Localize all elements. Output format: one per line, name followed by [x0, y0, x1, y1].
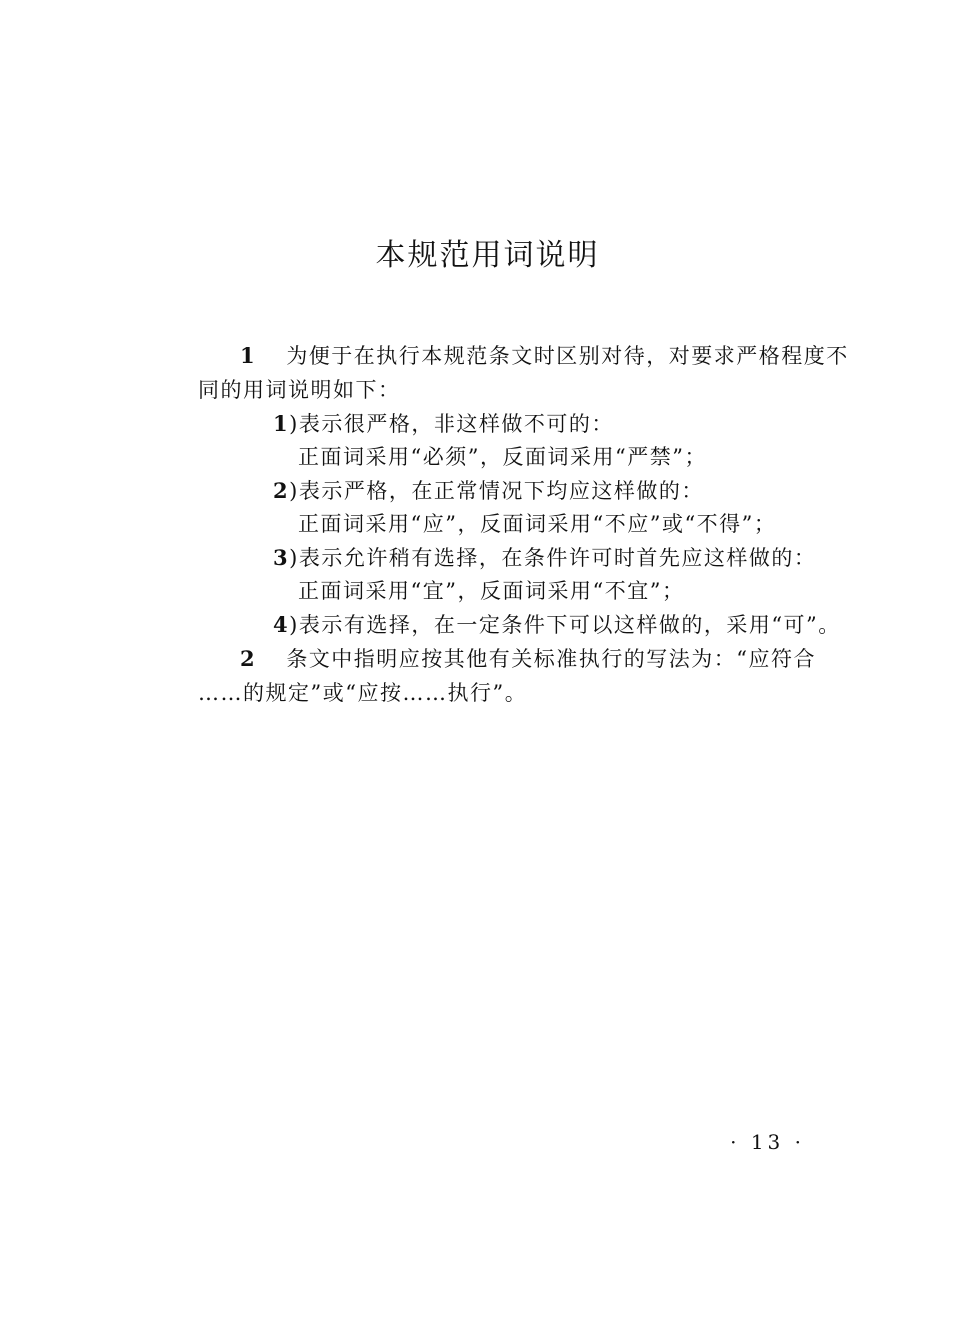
- clause-text: 为便于在执行本规范条文时区别对待，对要求严格程度不: [286, 344, 849, 368]
- item-3-detail: [298, 575, 684, 605]
- clause-2-line-2: [198, 677, 527, 707]
- item-number: 4: [273, 612, 290, 637]
- item-text: )表示严格，在正常情况下均应这样做的：: [289, 479, 704, 503]
- clause-number: 1: [240, 343, 257, 368]
- item-2: [273, 475, 704, 505]
- item-number: 1: [273, 411, 290, 436]
- clause-text: ……的规定”或“应按……执行”。: [198, 681, 528, 705]
- clause-text: 同的用词说明如下：: [198, 378, 401, 402]
- item-text: )表示允许稍有选择，在条件许可时首先应这样做的：: [289, 546, 817, 570]
- page-title: 本规范用词说明: [375, 238, 600, 273]
- clause-1-line-1: [240, 340, 849, 370]
- item-4: [273, 609, 841, 639]
- item-2-detail: [298, 508, 776, 538]
- item-number: 2: [273, 478, 290, 503]
- clause-number: 2: [240, 646, 257, 671]
- item-detail-text: 正面词采用“应”，反面词采用“不应”或“不得”；: [298, 512, 777, 536]
- item-1: [273, 408, 614, 438]
- clause-text: 条文中指明应按其他有关标准执行的写法为：“应符合: [286, 647, 817, 671]
- item-number: 3: [273, 545, 290, 570]
- page-number: · 13 ·: [730, 1130, 805, 1154]
- item-text: )表示有选择，在一定条件下可以这样做的，采用“可”。: [289, 613, 841, 637]
- item-text: )表示很严格，非这样做不可的：: [289, 412, 614, 436]
- item-1-detail: [298, 441, 707, 471]
- item-detail-text: 正面词采用“宜”，反面词采用“不宜”；: [298, 579, 685, 603]
- clause-1-line-2: [198, 374, 401, 404]
- item-3: [273, 542, 816, 572]
- clause-2-line-1: [240, 643, 816, 673]
- item-detail-text: 正面词采用“必须”，反面词采用“严禁”；: [298, 445, 707, 469]
